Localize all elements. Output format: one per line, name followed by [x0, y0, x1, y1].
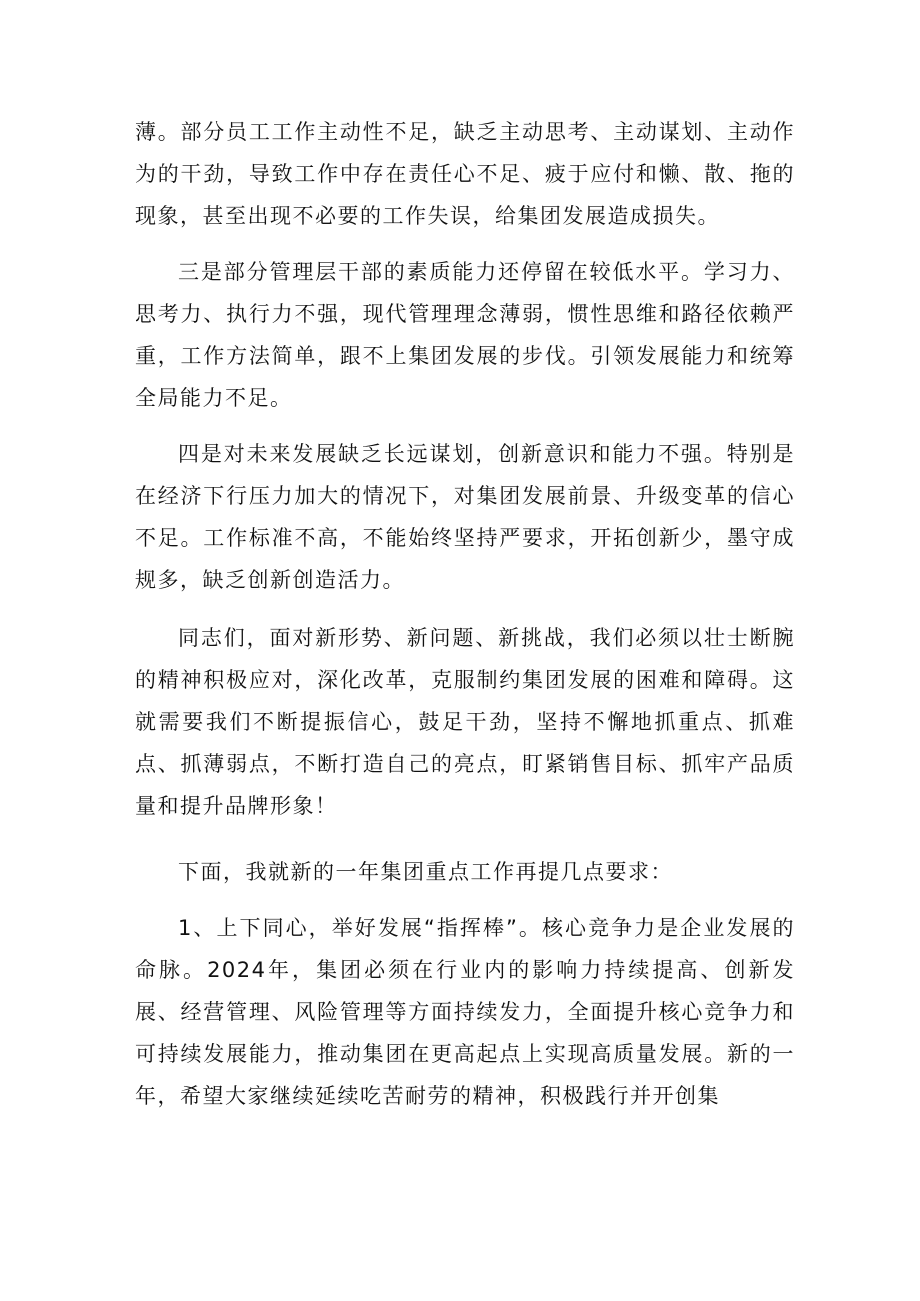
paragraph-requirement-one: 1、上下同心，举好发展“指挥棒”。核心竞争力是企业发展的命脉。2024年，集团必须在行业内的影响力持续提高、创新发展、经营管理、风险管理等方面持续发力，全面提升核心竞争力和可持续发展能力，推动集团在更高起点上实现高质量发展。新的一年，希望大家继续延续吃苦耐劳的精神，积极践行并开创集	[135, 916, 795, 1108]
paragraph-point-four: 四是对未来发展缺乏长远谋划，创新意识和能力不强。特别是在经济下行压力加大的情况下，对集团发展前景、升级变革的信心不足。工作标准不高，不能始终坚持严要求，开拓创新少，墨守成规多，缺乏创新创造活力。	[135, 442, 795, 592]
paragraph-point-three: 三是部分管理层干部的素质能力还停留在较低水平。学习力、思考力、执行力不强，现代管理理念薄弱，惯性思维和路径依赖严重，工作方法简单，跟不上集团发展的步伐。引领发展能力和统筹全局能力不足。	[135, 260, 795, 410]
paragraph-comrades: 同志们，面对新形势、新问题、新挑战，我们必须以壮士断腕的精神积极应对，深化改革，克服制约集团发展的困难和障碍。这就需要我们不断提振信心，鼓足干劲，坚持不懈地抓重点、抓难点、抓薄弱点，不断打造自己的亮点，盯紧销售目标、抓牢产品质量和提升品牌形象！	[135, 626, 795, 818]
document-body	[135, 111, 795, 1117]
paragraph-continuation: 薄。部分员工工作主动性不足，缺乏主动思考、主动谋划、主动作为的干劲，导致工作中存在责任心不足、疲于应付和懒、散、拖的现象，甚至出现不必要的工作失误，给集团发展造成损失。	[135, 120, 795, 228]
paragraph-requirements-intro: 下面，我就新的一年集团重点工作再提几点要求：	[178, 860, 673, 884]
